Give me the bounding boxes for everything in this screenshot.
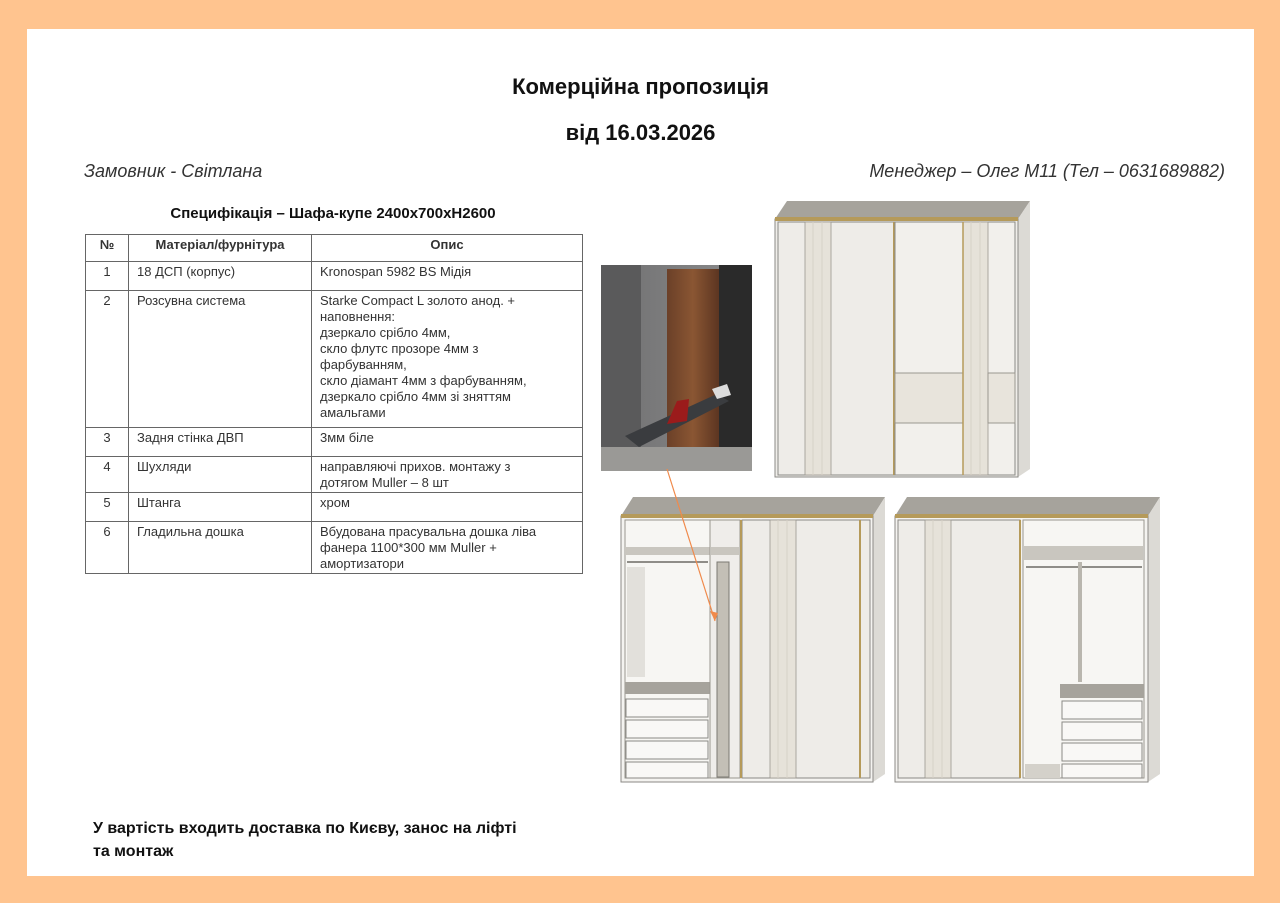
wardrobe-closed-view — [775, 201, 1030, 477]
column-header-material: Матеріал/фурнітура — [129, 235, 312, 262]
description-line: фарбуванням, — [320, 357, 407, 372]
row-material: Штанга — [129, 493, 312, 522]
description-line: Kronospan 5982 BS Мідія — [320, 264, 472, 279]
row-material: Гладильна дошка — [129, 522, 312, 574]
offer-date: від 16.03.2026 — [565, 120, 716, 145]
description-line: наповнення: — [320, 309, 396, 324]
row-number: 6 — [86, 522, 129, 574]
row-material: Шухляди — [129, 457, 312, 493]
description-line: дотягом Muller – 8 шт — [320, 475, 449, 490]
column-header-description: Опис — [312, 235, 583, 262]
row-number: 5 — [86, 493, 129, 522]
description-line: амальгами — [320, 405, 386, 420]
row-number: 3 — [86, 428, 129, 457]
description-line: направляючі прихов. монтажу з — [320, 459, 511, 474]
delivery-note-line: та монтаж — [93, 843, 174, 860]
document-page — [27, 29, 1254, 876]
description-line: дзеркало срібло 4мм зі зняттям — [320, 389, 511, 404]
wardrobe-drawings — [27, 29, 1254, 876]
page-title: Комерційна пропозиція — [512, 74, 769, 99]
description-line: фанера 1100*300 мм Muller + — [320, 540, 497, 555]
delivery-note-line: У вартість входить доставка по Києву, занос на ліфті — [93, 820, 517, 837]
wardrobe-open-right-view — [895, 497, 1160, 782]
row-material: 18 ДСП (корпус) — [129, 262, 312, 291]
row-number: 4 — [86, 457, 129, 493]
spec-title: Специфікація – Шафа-купе 2400х700хН2600 — [170, 205, 496, 222]
wardrobe-open-left-view — [621, 497, 885, 782]
description-line: амортизатори — [320, 556, 404, 571]
description-line: дзеркало срібло 4мм, — [320, 325, 451, 340]
description-line: 3мм біле — [320, 430, 374, 445]
customer-name: Замовник - Світлана — [84, 161, 263, 181]
row-number: 2 — [86, 291, 129, 428]
row-material: Розсувна система — [129, 291, 312, 428]
column-header-number: № — [86, 235, 129, 262]
description-line: Вбудована прасувальна дошка ліва — [320, 524, 537, 539]
manager-contact: Менеджер – Олег М11 (Тел – 0631689882) — [869, 161, 1225, 181]
description-line: скло флутс прозоре 4мм з — [320, 341, 479, 356]
row-material: Задня стінка ДВП — [129, 428, 312, 457]
description-line: скло діамант 4мм з фарбуванням, — [320, 373, 527, 388]
row-number: 1 — [86, 262, 129, 291]
ironing-board-photo — [601, 265, 752, 471]
description-line: хром — [320, 495, 350, 510]
description-line: Starke Compact L золото анод. + — [320, 293, 516, 308]
